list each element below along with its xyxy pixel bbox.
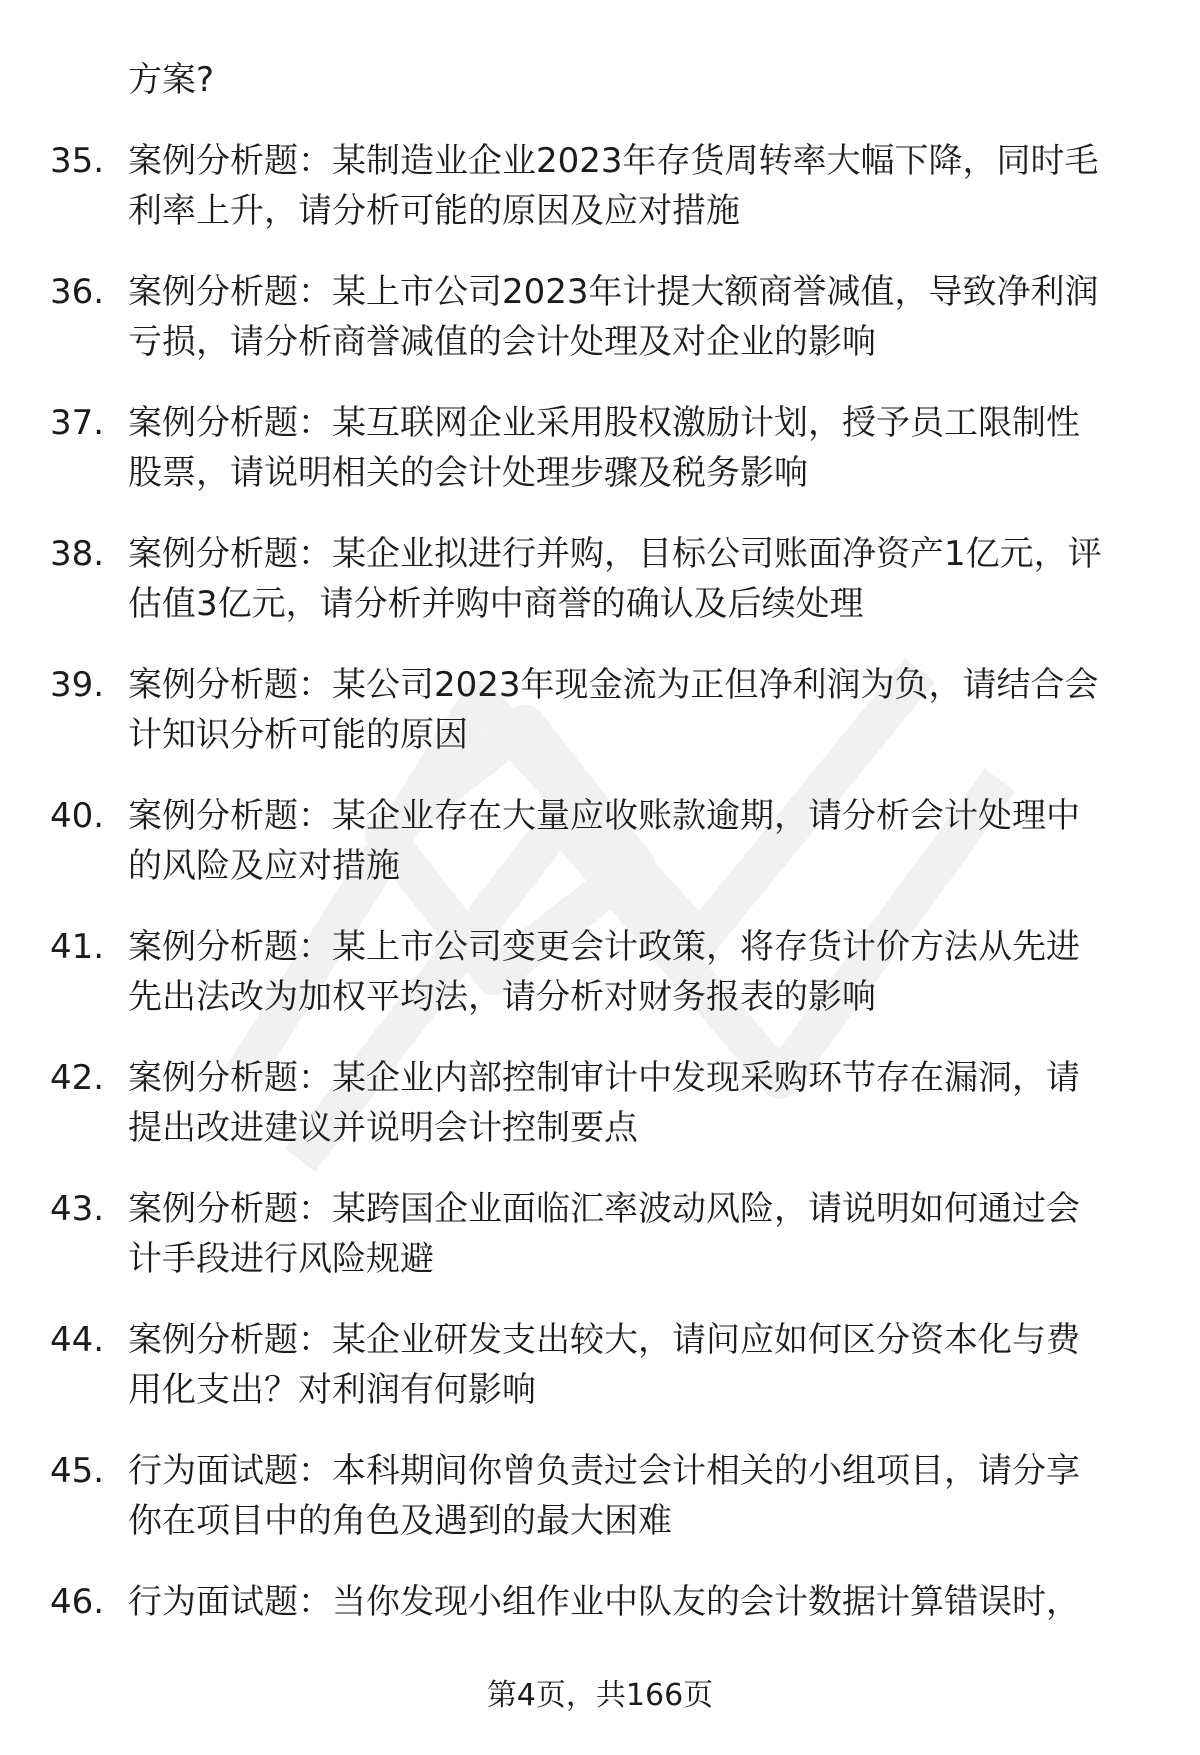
question-text <box>128 529 1163 629</box>
question-text-line: 案例分析题：某企业拟进行并购，目标公司账面净资产1亿元，评 <box>128 534 1102 574</box>
question-item <box>0 1184 1200 1315</box>
question-text-line: 行为面试题：当你发现小组作业中队友的会计数据计算错误时， <box>128 1582 1080 1622</box>
question-number: 41. <box>50 927 105 967</box>
question-item <box>0 660 1200 791</box>
question-text-line: 先出法改为加权平均法，请分析对财务报表的影响 <box>128 977 876 1017</box>
question-text-line: 案例分析题：某企业内部控制审计中发现采购环节存在漏洞，请 <box>128 1058 1080 1098</box>
question-text-line: 提出改进建议并说明会计控制要点 <box>128 1108 638 1148</box>
question-text <box>128 660 1163 760</box>
question-number: 46. <box>50 1582 105 1622</box>
question-item <box>0 1315 1200 1446</box>
question-number: 39. <box>50 665 105 705</box>
question-text <box>128 922 1163 1022</box>
question-number: 36. <box>50 272 105 312</box>
question-text-line: 计手段进行风险规避 <box>128 1239 434 1279</box>
question-number: 38. <box>50 534 105 574</box>
question-item <box>0 1446 1200 1577</box>
question-text-line: 案例分析题：某企业存在大量应收账款逾期，请分析会计处理中 <box>128 796 1080 836</box>
question-text-line: 案例分析题：某互联网企业采用股权激励计划，授予员工限制性 <box>128 403 1080 443</box>
page-number-footer: 第4页，共166页 <box>486 1678 714 1713</box>
question-text-line: 你在项目中的角色及遇到的最大困难 <box>128 1501 672 1541</box>
question-text-line: 案例分析题：某上市公司变更会计政策，将存货计价方法从先进 <box>128 927 1080 967</box>
question-text-line: 计知识分析可能的原因 <box>128 715 468 755</box>
question-text <box>128 1315 1163 1415</box>
question-text-line: 的风险及应对措施 <box>128 846 400 886</box>
question-text-line: 案例分析题：某公司2023年现金流为正但净利润为负，请结合会 <box>128 665 1099 705</box>
question-text <box>128 267 1163 367</box>
question-text-line: 利率上升，请分析可能的原因及应对措施 <box>128 191 740 231</box>
question-number: 44. <box>50 1320 105 1360</box>
question-item <box>0 267 1200 398</box>
question-text <box>128 398 1163 498</box>
question-number: 45. <box>50 1451 105 1491</box>
question-text-line: 案例分析题：某上市公司2023年计提大额商誉减值，导致净利润 <box>128 272 1099 312</box>
question-number: 37. <box>50 403 105 443</box>
question-item <box>0 529 1200 660</box>
question-text <box>128 1184 1163 1284</box>
question-item <box>0 398 1200 529</box>
question-item <box>0 1053 1200 1184</box>
question-text-line: 案例分析题：某企业研发支出较大，请问应如何区分资本化与费 <box>128 1320 1080 1360</box>
question-item <box>0 922 1200 1053</box>
question-text-line: 用化支出？对利润有何影响 <box>128 1370 536 1410</box>
question-text <box>128 791 1163 891</box>
question-text <box>128 1577 1163 1627</box>
question-item <box>0 136 1200 267</box>
question-text-line: 股票，请说明相关的会计处理步骤及税务影响 <box>128 453 808 493</box>
question-text-line: 亏损，请分析商誉减值的会计处理及对企业的影响 <box>128 322 876 362</box>
question-text-line: 估值3亿元，请分析并购中商誉的确认及后续处理 <box>128 584 864 624</box>
question-text <box>128 1446 1163 1546</box>
question-text <box>128 1053 1163 1153</box>
question-text <box>128 136 1163 236</box>
question-text-line: 案例分析题：某跨国企业面临汇率波动风险，请说明如何通过会 <box>128 1189 1080 1229</box>
continuation-text: 方案? <box>128 60 215 100</box>
question-list <box>0 55 1200 1708</box>
question-number: 40. <box>50 796 105 836</box>
question-number: 43. <box>50 1189 105 1229</box>
question-number: 35. <box>50 141 105 181</box>
question-number: 42. <box>50 1058 105 1098</box>
question-text-line: 行为面试题：本科期间你曾负责过会计相关的小组项目，请分享 <box>128 1451 1080 1491</box>
question-text-line: 案例分析题：某制造业企业2023年存货周转率大幅下降，同时毛 <box>128 141 1099 181</box>
question-item <box>0 791 1200 922</box>
